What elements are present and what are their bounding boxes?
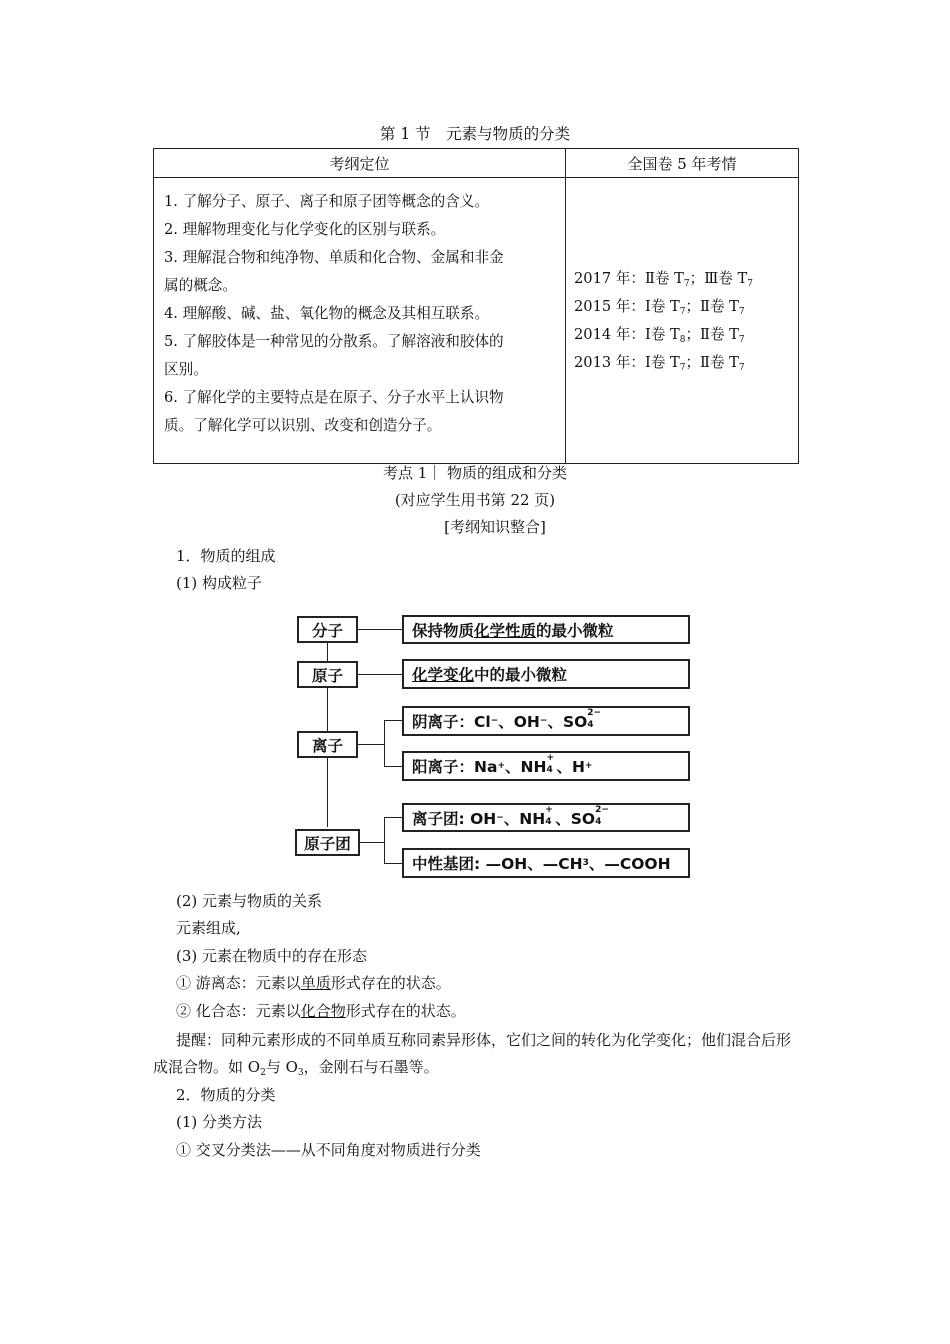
syllabus-table — [153, 148, 799, 464]
exam-year-row: 2015 年：Ⅰ卷 $T_7$；Ⅱ卷 $T_7$ — [574, 297, 745, 317]
connector-line — [384, 817, 402, 818]
connector-line — [358, 629, 402, 630]
requirement-line: 3. 理解混合物和纯净物、单质和化合物、金属和非金 — [164, 249, 504, 266]
box-neutral-group: 中性基团: —OH、—CH 3 、—COOH — [402, 848, 690, 878]
heading-element-relation: (2) 元素与物质的关系 — [176, 892, 323, 910]
requirement-line: 质。了解化学可以识别、改变和创造分子。 — [164, 417, 442, 434]
box-atom-desc: 化学变化 中的最小微粒 — [402, 659, 690, 689]
heading-particles: (1) 构成粒子 — [176, 574, 263, 592]
exam-year-row: 2014 年：Ⅰ卷 $T_8$；Ⅱ卷 $T_7$ — [574, 325, 745, 345]
connector-line — [358, 744, 384, 745]
reminder-paragraph: 提醒：同种元素形成的不同单质互称同素异形体，它们之间的转化为化学变化；他们混合后形成混合物。如 $O_2$与 $O_3$，金刚石与石墨等。 — [153, 1031, 792, 1078]
box-radical: 原子团 — [295, 829, 360, 856]
requirement-line: 区别。 — [164, 361, 208, 378]
branch-line — [384, 817, 385, 863]
branch-line — [384, 720, 385, 766]
box-molecule: 分子 — [297, 616, 358, 643]
requirement-line: 6. 了解化学的主要特点是在原子、分子水平上认识物 — [164, 389, 504, 406]
heading-classification: 2．物质的分类 — [176, 1086, 276, 1104]
requirements-cell — [154, 178, 566, 464]
box-ionic-radical: 离子团: OH − 、NH + 4 、SO 2− 4 — [402, 803, 690, 832]
box-ion: 离子 — [297, 731, 358, 758]
requirement-line: 1. 了解分子、原子、离子和原子团等概念的含义。 — [164, 193, 490, 210]
kaodian-title: 考点 1｜ 物质的组成和分类 — [382, 464, 568, 482]
table-header-exam: 全国卷 5 年考情 — [566, 149, 799, 178]
connector-line — [384, 766, 402, 767]
element-composition: 元素组成, — [176, 919, 241, 937]
requirement-line: 5. 了解胶体是一种常见的分散系。了解溶液和胶体的 — [164, 333, 504, 350]
exam-year-row: 2017 年：Ⅱ卷 $T_7$；Ⅲ卷 $T_7$ — [574, 269, 753, 289]
connector-line — [360, 842, 384, 843]
heading-existence-form: (3) 元素在物质中的存在形态 — [176, 947, 368, 965]
section-title: 第 1 节 元素与物质的分类 — [379, 125, 571, 143]
knowledge-heading: [考纲知识整合] — [444, 518, 546, 536]
exam-year-row: 2013 年：Ⅰ卷 $T_7$；Ⅱ卷 $T_7$ — [574, 353, 745, 373]
requirement-line: 4. 理解酸、碱、盐、氧化物的概念及其相互联系。 — [164, 305, 490, 322]
box-atom: 原子 — [297, 661, 358, 688]
box-anion: 阴离子：Cl − 、OH − 、SO 2− 4 — [402, 706, 690, 736]
heading-classification-method: (1) 分类方法 — [176, 1113, 263, 1131]
exam-history-cell — [566, 178, 799, 464]
requirement-line: 属的概念。 — [164, 277, 237, 294]
table-header-syllabus: 考纲定位 — [154, 149, 566, 178]
requirement-line: 2. 理解物理变化与化学变化的区别与联系。 — [164, 221, 446, 238]
heading-composition: 1．物质的组成 — [176, 547, 276, 565]
box-molecule-desc: 保持物质 化学性质 的最小微粒 — [402, 615, 690, 644]
connector-line — [384, 720, 402, 721]
box-cation: 阳离子：Na + 、NH + 4 、H + — [402, 751, 690, 781]
connector-line — [384, 863, 402, 864]
cross-classification: ① 交叉分类法——从不同角度对物质进行分类 — [176, 1141, 481, 1159]
combined-state: ② 化合态：元素以化合物形式存在的状态。 — [176, 1002, 466, 1020]
page-reference: (对应学生用书第 22 页) — [394, 491, 556, 509]
connector-line — [358, 674, 402, 675]
free-state: ① 游离态：元素以单质形式存在的状态。 — [176, 974, 451, 992]
